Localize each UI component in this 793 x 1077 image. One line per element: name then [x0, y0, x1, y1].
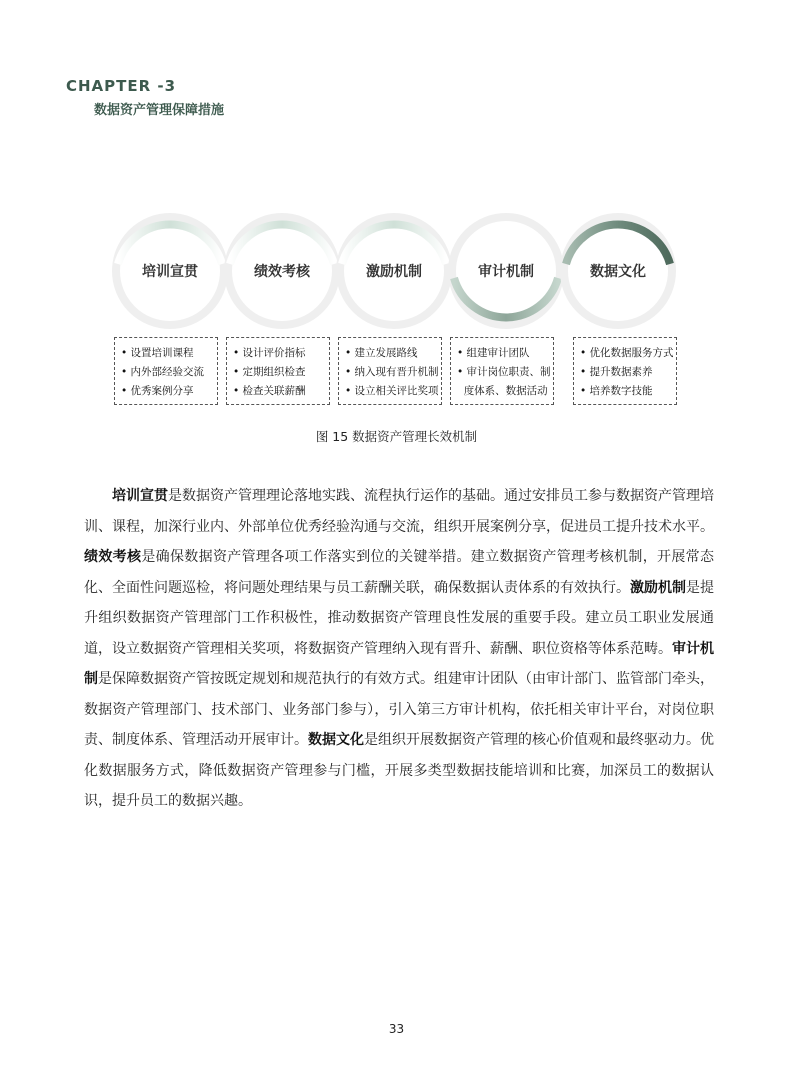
list-item: • 内外部经验交流	[121, 363, 213, 382]
text-culture: 是组织开展数据资产管理的核心价值观和最终驱动力。优化数据服务方式，降低数据资产管理参与门槛，开展多类型数据技能培训和比赛，加深员工的数据认识，提升员工的数据兴趣。	[84, 732, 714, 809]
text-training: 是数据资产管理理论落地实践、流程执行运作的基础。通过安排员工参与数据资产管理培训、课程，加深行业内、外部单位优秀经验沟通与交流，组织开展案例分享，促进员工提升技术水平。	[84, 488, 714, 535]
bullet-box-incentive	[338, 337, 442, 405]
chapter-heading: CHAPTER -3	[66, 77, 177, 95]
ring-label: 审计机制	[478, 264, 534, 280]
term-audit: 审计机制	[84, 640, 714, 687]
list-item: • 组建审计团队	[457, 344, 549, 363]
text-incentive: 是提升组织数据资产管理部门工作积极性，推动数据资产管理良性发展的重要手段。建立员工职业发展通道，设立数据资产管理相关奖项，将数据资产管理纳入现有晋升、薪酬、职位资格等体系范畴。	[84, 579, 714, 657]
list-item: • 设立相关评比奖项	[345, 382, 437, 401]
ring-audit	[447, 212, 565, 330]
bullet-box-training	[114, 337, 218, 405]
list-item: 度体系、数据活动	[463, 385, 548, 397]
chapter-subtitle: 数据资产管理保障措施	[94, 103, 225, 118]
bullet-box-performance	[226, 337, 330, 405]
list-item: • 优秀案例分享	[121, 382, 213, 401]
list-item: • 纳入现有晋升机制	[345, 363, 437, 382]
list-item: • 设计评价指标	[233, 344, 325, 363]
ring-training	[111, 212, 229, 330]
figure-caption: 图 15 数据资产管理长效机制	[315, 429, 478, 444]
term-training: 培训宣贯	[112, 488, 168, 504]
ring-label: 绩效考核	[254, 264, 310, 280]
list-item: • 培养数字技能	[580, 382, 672, 401]
text-performance: 是确保数据资产管理各项工作落实到位的关键举措。建立数据资产管理考核机制，开展常态化、全面性问题巡检，将问题处理结果与员工薪酬关联，确保数据认责体系的有效执行。	[84, 549, 715, 596]
list-item: • 提升数据素养	[580, 363, 672, 382]
list-item: • 检查关联薪酬	[233, 382, 325, 401]
mechanism-figure	[0, 200, 793, 420]
ring-culture	[559, 212, 677, 330]
list-item: • 设置培训课程	[121, 344, 213, 363]
body-paragraph	[84, 481, 714, 817]
list-item: • 审计岗位职责、制	[457, 363, 549, 382]
ring-performance	[223, 212, 341, 330]
term-performance: 绩效考核	[84, 549, 142, 565]
text-audit: 是保障数据资产管按既定规划和规范执行的有效方式。组建审计团队（由审计部门、监管部门牵头，数据资产管理部门、技术部门、业务部门参与），引入第三方审计机构，依托相关审计平台，对岗位职责、制度体系、管理活动开展审计。	[84, 671, 714, 748]
ring-label: 培训宣贯	[142, 264, 198, 280]
list-item: • 定期组织检查	[233, 363, 325, 382]
page-number: 33	[388, 1022, 405, 1036]
term-culture: 数据文化	[308, 732, 364, 748]
list-item: • 建立发展路线	[345, 344, 437, 363]
term-incentive: 激励机制	[630, 579, 686, 596]
ring-incentive	[335, 212, 453, 330]
ring-label: 数据文化	[590, 264, 646, 280]
list-item: • 优化数据服务方式	[580, 344, 672, 363]
bullet-box-culture	[573, 337, 677, 405]
bullet-box-audit	[450, 337, 554, 405]
ring-label: 激励机制	[366, 264, 422, 280]
